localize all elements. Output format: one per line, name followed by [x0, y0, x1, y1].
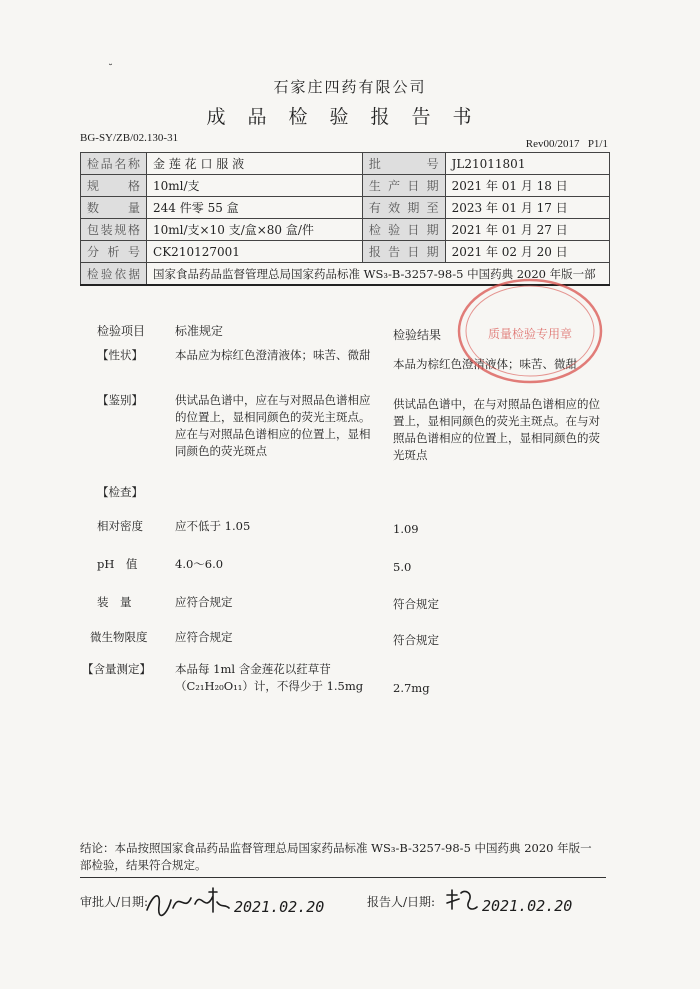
fill-standard: 应符合规定	[175, 595, 233, 609]
approver-signature-icon	[143, 886, 231, 920]
reporter-signature-icon	[443, 887, 481, 915]
report-date: 2021 年 02 月 20 日	[445, 241, 609, 263]
analysis-no-label: 分 析 号	[81, 241, 147, 263]
expiry-label: 有效期至	[362, 197, 445, 219]
stamp-text: 质量检验专用章	[487, 327, 573, 341]
micro-label: 微生物限度	[90, 630, 148, 644]
conclusion: 结论：本品按照国家食品药品监督管理总局国家药品标准 WS₃-B-3257-98-5 中国药典 2020 年版一部检验，结果符合规定。	[80, 841, 592, 872]
reporter-date: 2021.02.20	[482, 897, 573, 915]
production-date: 2021 年 01 月 18 日	[445, 175, 609, 197]
quantity-label: 数 量	[81, 197, 147, 219]
fill-label: 装 量	[97, 595, 132, 609]
analysis-no: CK210127001	[147, 241, 363, 263]
ph-standard: 4.0～6.0	[175, 557, 224, 571]
spec-value: 10ml/支	[147, 175, 363, 197]
batch-number: JL21011801	[445, 153, 609, 175]
reporter-label: 报告人/日期:	[367, 895, 436, 909]
fill-result: 符合规定	[393, 597, 439, 611]
approver-label: 审批人/日期:	[80, 895, 149, 909]
column-standard: 标准规定	[175, 324, 224, 338]
quantity-value: 244 件零 55 盒	[147, 197, 363, 219]
ph-label: pH 值	[97, 557, 138, 571]
production-date-label: 生产日期	[362, 175, 445, 197]
identification-result: 供试品色谱中，在与对照品色谱相应的位置上，显相同颜色的荧光主斑点。在与对照品色谱相应的位置上，显相同颜色的荧光斑点	[393, 397, 600, 462]
expiry-date: 2023 年 01 月 17 日	[445, 197, 609, 219]
character-result: 本品为棕红色澄清液体；味苦、微甜	[393, 357, 577, 371]
density-label: 相对密度	[97, 519, 143, 533]
micro-standard: 应符合规定	[175, 630, 233, 644]
density-result: 1.09	[393, 522, 419, 536]
product-name: 金 莲 花 口 服 液	[147, 153, 363, 175]
packaging-value: 10ml/支×10 支/盒×80 盒/件	[147, 219, 363, 241]
report-title: 成品检验报告书	[206, 106, 494, 128]
report-date-label: 报告日期	[362, 241, 445, 263]
spec-label: 规 格	[81, 175, 147, 197]
assay-result: 2.7mg	[393, 681, 430, 695]
ph-result: 5.0	[393, 560, 412, 574]
column-result: 检验结果	[393, 328, 442, 342]
character-title: 【性状】	[97, 348, 143, 362]
document-number: BG-SY/ZB/02.130-31	[80, 132, 179, 144]
density-standard: 应不低于 1.05	[175, 519, 251, 533]
basis-value: 国家食品药品监督管理总局国家药品标准 WS₃-B-3257-98-5 中国药典 2020 年版一部	[147, 263, 610, 286]
check-title: 【检查】	[97, 485, 143, 499]
basis-label: 检验依据	[81, 263, 147, 286]
assay-standard: 本品每 1ml 含金莲花以荭草苷（C₂₁H₂₀O₁₁）计，不得少于 1.5mg	[175, 662, 364, 693]
identification-title: 【鉴别】	[97, 393, 143, 407]
inspection-date: 2021 年 01 月 27 日	[445, 219, 609, 241]
packaging-label: 包装规格	[81, 219, 147, 241]
page-number: P1/1	[587, 138, 608, 150]
revision: Rev00/2017	[525, 138, 580, 150]
quality-stamp-icon	[455, 276, 605, 386]
inspection-date-label: 检验日期	[362, 219, 445, 241]
product-name-label: 检品名称	[81, 153, 147, 175]
character-standard: 本品应为棕红色澄清液体；味苦、微甜	[175, 348, 371, 362]
assay-title: 【含量测定】	[82, 662, 151, 676]
batch-label: 批 号	[362, 153, 445, 175]
column-item: 检验项目	[97, 324, 146, 338]
micro-result: 符合规定	[393, 633, 439, 647]
identification-standard: 供试品色谱中，应在与对照品色谱相应的位置上，显相同颜色的荧光主斑点。应在与对照品色谱相应的位置上，显相同颜色的荧光斑点	[175, 393, 371, 458]
approver-date: 2021.02.20	[234, 898, 325, 916]
signature-divider	[80, 877, 606, 878]
company-name: 石家庄四药有限公司	[273, 78, 427, 96]
scan-mark: ˘	[108, 64, 113, 75]
